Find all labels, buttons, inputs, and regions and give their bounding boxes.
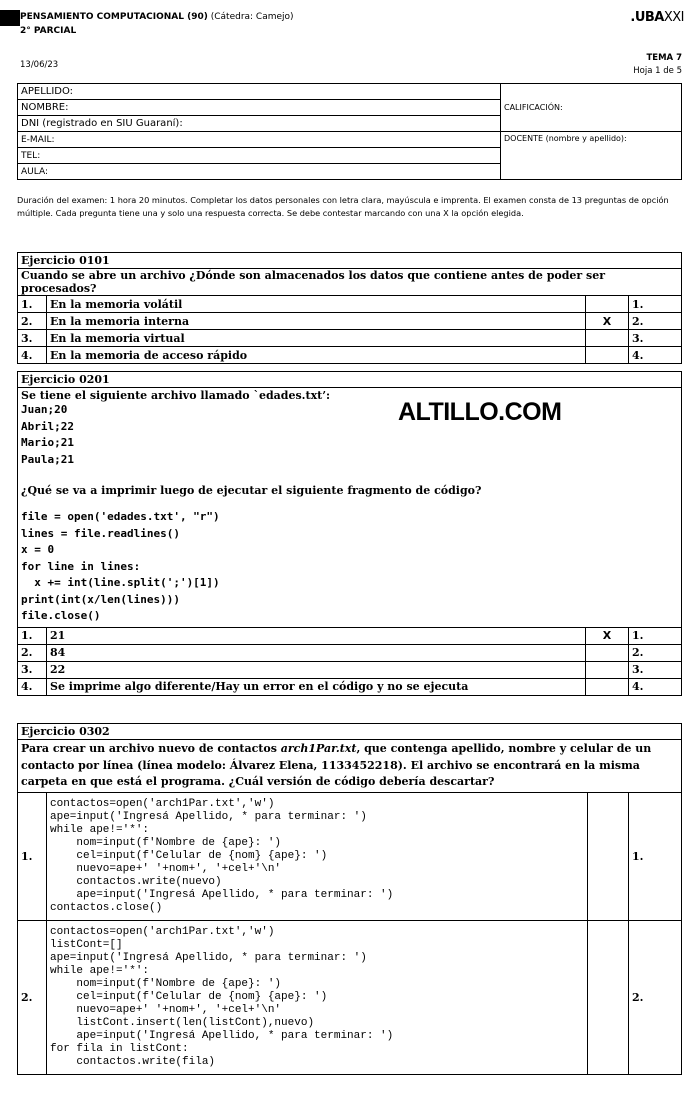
uba-logo <box>630 10 684 25</box>
option-code-cell <box>47 792 588 920</box>
option-text: Se imprime algo diferente/Hay un error en el código y no se ejecuta <box>47 678 586 695</box>
docente-field[interactable]: DOCENTE (nombre y apellido): <box>501 132 682 180</box>
question-filename: arch1Par.txt <box>280 742 357 755</box>
option-mark-box[interactable] <box>588 920 629 1074</box>
option-number: 3. <box>629 661 682 678</box>
exercise-question <box>18 740 682 793</box>
exercise-0101 <box>17 252 682 364</box>
exercise-0201 <box>17 371 682 696</box>
option-code: contactos=open('arch1Par.txt','w') ape=input('Ingresá Apellido, * para terminar: ') while ape!='*': nom=input(f'Nombre de {ape}: ') cel=input(f'Celular de {nom} {ape}: ') nuevo=ape+' '+nom+', '+cel+'\n' contactos.write(nuevo) ape=input('Ingresá Apellido, * para terminar: ') contactos.close() <box>50 797 394 914</box>
dni-field[interactable]: DNI (registrado en SIU Guaraní): <box>18 116 501 132</box>
option-number: 2. <box>629 644 682 661</box>
exercise-0302 <box>17 723 682 1075</box>
option-index: 1. <box>18 296 47 313</box>
aula-field[interactable]: AULA: <box>18 164 501 180</box>
option-text: En la memoria volátil <box>47 296 586 313</box>
option-text: 21 <box>47 627 586 644</box>
option-mark-box[interactable]: X <box>586 313 629 330</box>
option-index: 3. <box>18 330 47 347</box>
option-mark-box[interactable]: X <box>586 627 629 644</box>
option-row[interactable] <box>18 678 682 695</box>
option-code: contactos=open('arch1Par.txt','w') listCont=[] ape=input('Ingresá Apellido, * para terminar: ') while ape!='*': nom=input(f'Nombre de {ape}: ') cel=input(f'Celular de {nom} {ape}: ') nuevo=ape+' '+nom+', '+cel+'\n' listCont.insert(len(listCont),nuevo) ape=input('Ingresá Apellido, * para terminar: ') for fila in listCont: contactos.write(fila) <box>50 925 394 1068</box>
apellido-field[interactable]: APELLIDO: <box>18 84 501 100</box>
option-mark-box[interactable] <box>586 644 629 661</box>
option-row[interactable] <box>18 792 682 920</box>
option-row[interactable] <box>18 296 682 313</box>
option-row[interactable] <box>18 644 682 661</box>
option-row[interactable] <box>18 347 682 364</box>
personal-data-table <box>17 83 682 180</box>
exam-date: 13/06/23 <box>20 60 59 70</box>
exercise-question: Cuando se abre un archivo ¿Dónde son almacenados los datos que contiene antes de poder ser procesados? <box>18 269 682 296</box>
option-index: 1. <box>18 627 47 644</box>
option-text: En la memoria virtual <box>47 330 586 347</box>
tel-field[interactable]: TEL: <box>18 148 501 164</box>
option-index: 2. <box>18 644 47 661</box>
option-index: 2. <box>18 313 47 330</box>
option-text: En la memoria de acceso rápido <box>47 347 586 364</box>
exercise-title: Ejercicio 0101 <box>18 253 682 269</box>
option-number: 4. <box>629 347 682 364</box>
option-number: 1. <box>629 296 682 313</box>
exercise-title: Ejercicio 0302 <box>18 724 682 740</box>
option-index: 4. <box>18 347 47 364</box>
page-count: Hoja 1 de 5 <box>633 66 682 76</box>
exam-instructions: Duración del examen: 1 hora 20 minutos. Completar los datos personales con letra clara, mayúscula e imprenta. El examen consta de 13 preguntas de opción múltiple. Cada pregunta tiene una y solo una respuesta correcta. Se debe contestar marcando con una X la opción elegida. <box>17 195 669 218</box>
option-text: En la memoria interna <box>47 313 586 330</box>
calificacion-field[interactable]: CALIFICACIÓN: <box>501 84 682 132</box>
option-index: 4. <box>18 678 47 695</box>
option-mark-box[interactable] <box>586 661 629 678</box>
file-intro: Se tiene el siguiente archivo llamado `edades.txt’: <box>21 389 331 402</box>
option-row[interactable] <box>18 920 682 1074</box>
code-block: file = open('edades.txt', "r") lines = file.readlines() x = 0 for line in lines: x += int(line.split(';')[1]) print(int(x/len(lines))) file.close() <box>21 510 220 622</box>
course-title-catedra: (Cátedra: Camejo) <box>207 12 294 22</box>
nombre-field[interactable]: NOMBRE: <box>18 100 501 116</box>
option-index: 3. <box>18 661 47 678</box>
option-number: 2. <box>629 920 682 1074</box>
option-row[interactable] <box>18 313 682 330</box>
option-index: 1. <box>18 792 47 920</box>
option-number: 1. <box>629 627 682 644</box>
option-mark-box[interactable] <box>586 330 629 347</box>
option-mark-box[interactable] <box>586 678 629 695</box>
option-number: 1. <box>629 792 682 920</box>
option-mark-box[interactable] <box>586 347 629 364</box>
option-number: 4. <box>629 678 682 695</box>
course-title-bold: PENSAMIENTO COMPUTACIONAL (90) <box>20 12 208 22</box>
tema-label: TEMA 7 <box>646 53 682 63</box>
option-number: 2. <box>629 313 682 330</box>
question-part-2: , que contenga apellido, nombre y celular de un contacto por línea (línea modelo: Álvarez Elena, 1133452218). El archivo se encontrará en la misma carpeta en que está el programa. ¿Cuál versión de código debería descartar? <box>21 742 652 788</box>
exercise-body <box>18 388 682 628</box>
exam-subtitle: 2° PARCIAL <box>20 26 77 36</box>
option-row[interactable] <box>18 661 682 678</box>
option-number: 3. <box>629 330 682 347</box>
option-text: 22 <box>47 661 586 678</box>
option-row[interactable] <box>18 627 682 644</box>
altillo-watermark: ALTILLO.COM <box>398 398 562 426</box>
exercise-title: Ejercicio 0201 <box>18 372 682 388</box>
option-index: 2. <box>18 920 47 1074</box>
uba-logo-bold: .UBA <box>630 10 664 25</box>
option-text: 84 <box>47 644 586 661</box>
question-part-1: Para crear un archivo nuevo de contactos <box>21 742 281 755</box>
option-mark-box[interactable] <box>588 792 629 920</box>
option-code-cell <box>47 920 588 1074</box>
course-title <box>20 12 294 22</box>
file-contents: Juan;20 Abril;22 Mario;21 Paula;21 <box>21 403 74 466</box>
exercise-question: ¿Qué se va a imprimir luego de ejecutar el siguiente fragmento de código? <box>21 484 482 497</box>
uba-logo-xxi: XXI <box>663 10 684 25</box>
header-black-block <box>0 10 20 26</box>
option-row[interactable] <box>18 330 682 347</box>
email-field[interactable]: E-MAIL: <box>18 132 501 148</box>
option-mark-box[interactable] <box>586 296 629 313</box>
